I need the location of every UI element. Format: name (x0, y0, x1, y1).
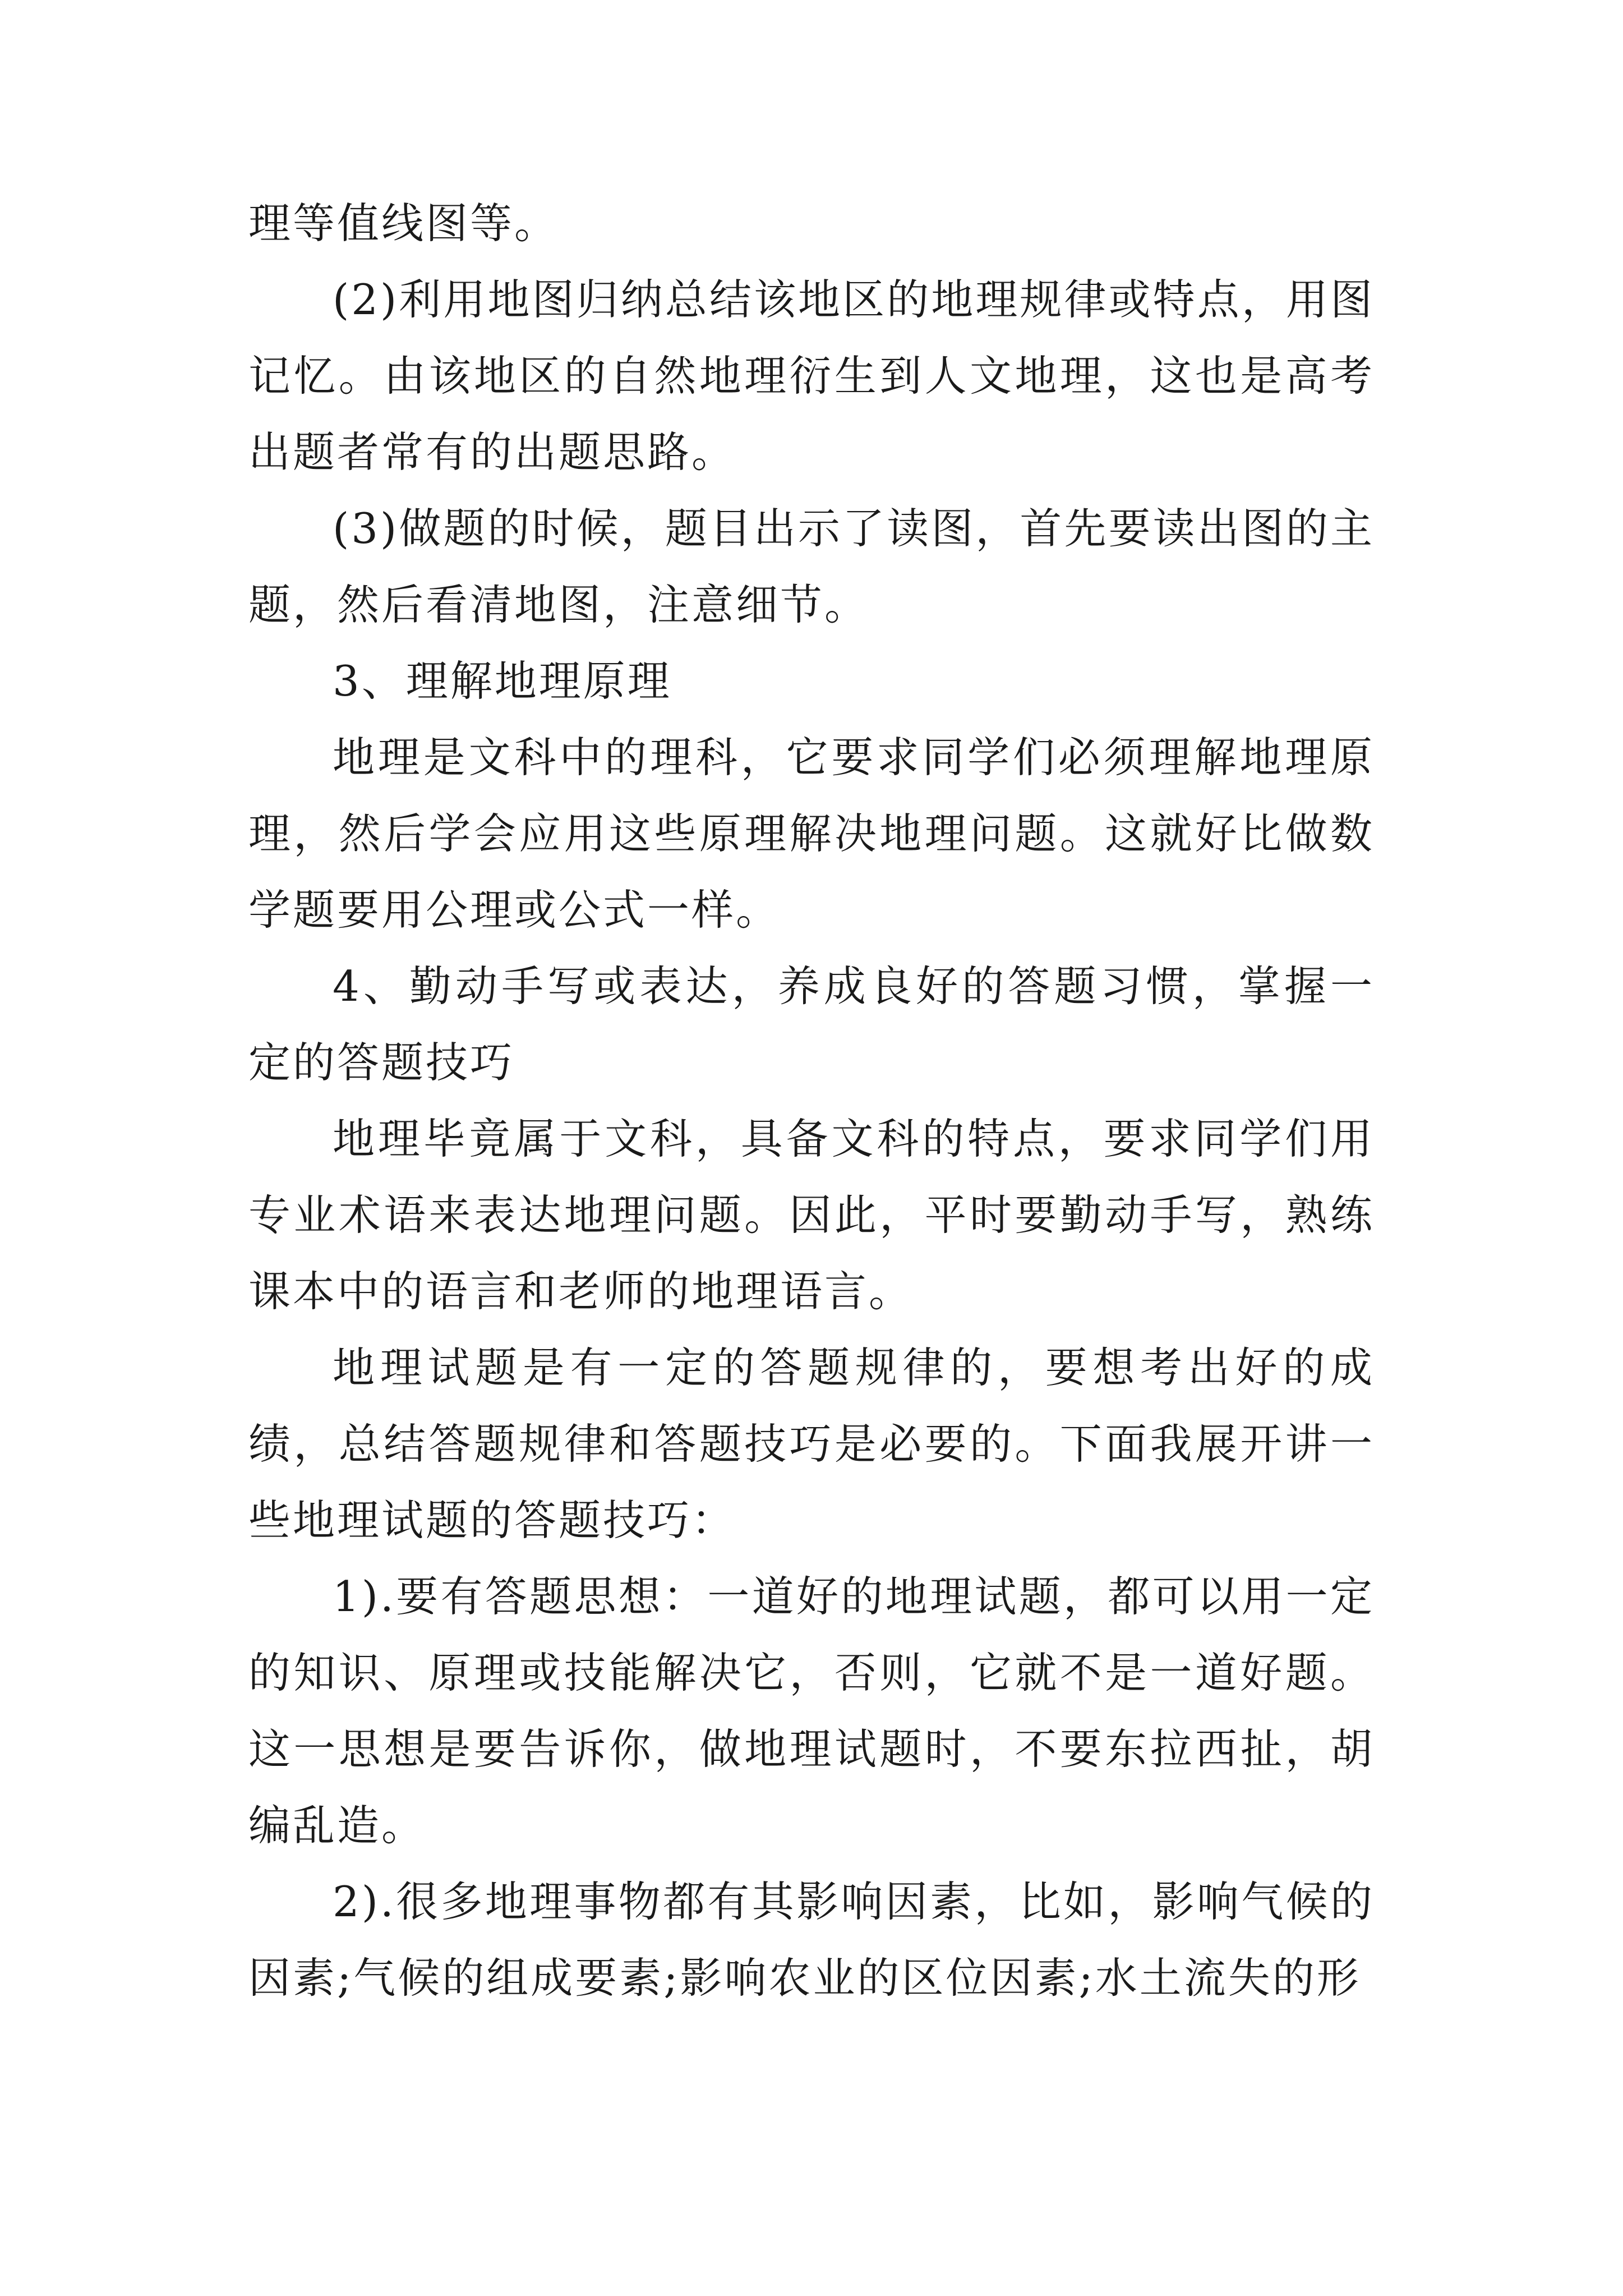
section-heading-4: 4、勤动手写或表达，养成良好的答题习惯，掌握一定的答题技巧 (248, 961, 1375, 1087)
section-heading-3: 3、理解地理原理 (333, 656, 672, 706)
paragraph-continuation: 理等值线图等。 (248, 199, 559, 248)
paragraph-terminology: 地理毕竟属于文科，具备文科的特点，要求同学们用专业术语来表达地理问题。因此，平时要勤动手写，熟练课本中的语言和老师的地理语言。 (248, 1114, 1375, 1316)
paragraph-tip-2: 2).很多地理事物都有其影响因素，比如，影响气候的因素;气候的组成要素;影响农业的区位因素;水土流失的形 (248, 1877, 1375, 2003)
paragraph-principles: 地理是文科中的理科，它要求同学们必须理解地理原理，然后学会应用这些原理解决地理问题。这就好比做数学题要用公理或公式一样。 (248, 733, 1375, 935)
paragraph-point-2: (2)利用地图归纳总结该地区的地理规律或特点，用图记忆。由该地区的自然地理衍生到人文地理，这也是高考出题者常有的出题思路。 (248, 275, 1375, 477)
paragraph-answer-rules: 地理试题是有一定的答题规律的，要想考出好的成绩，总结答题规律和答题技巧是必要的。下面我展开讲一些地理试题的答题技巧： (248, 1343, 1375, 1545)
paragraph-point-3: (3)做题的时候，题目出示了读图，首先要读出图的主题，然后看清地图，注意细节。 (248, 504, 1375, 629)
paragraph-tip-1: 1).要有答题思想：一道好的地理试题，都可以用一定的知识、原理或技能解决它，否则，它就不是一道好题。这一思想是要告诉你，做地理试题时，不要东拉西扯，胡编乱造。 (248, 1572, 1375, 1850)
document-body (248, 185, 1375, 2016)
